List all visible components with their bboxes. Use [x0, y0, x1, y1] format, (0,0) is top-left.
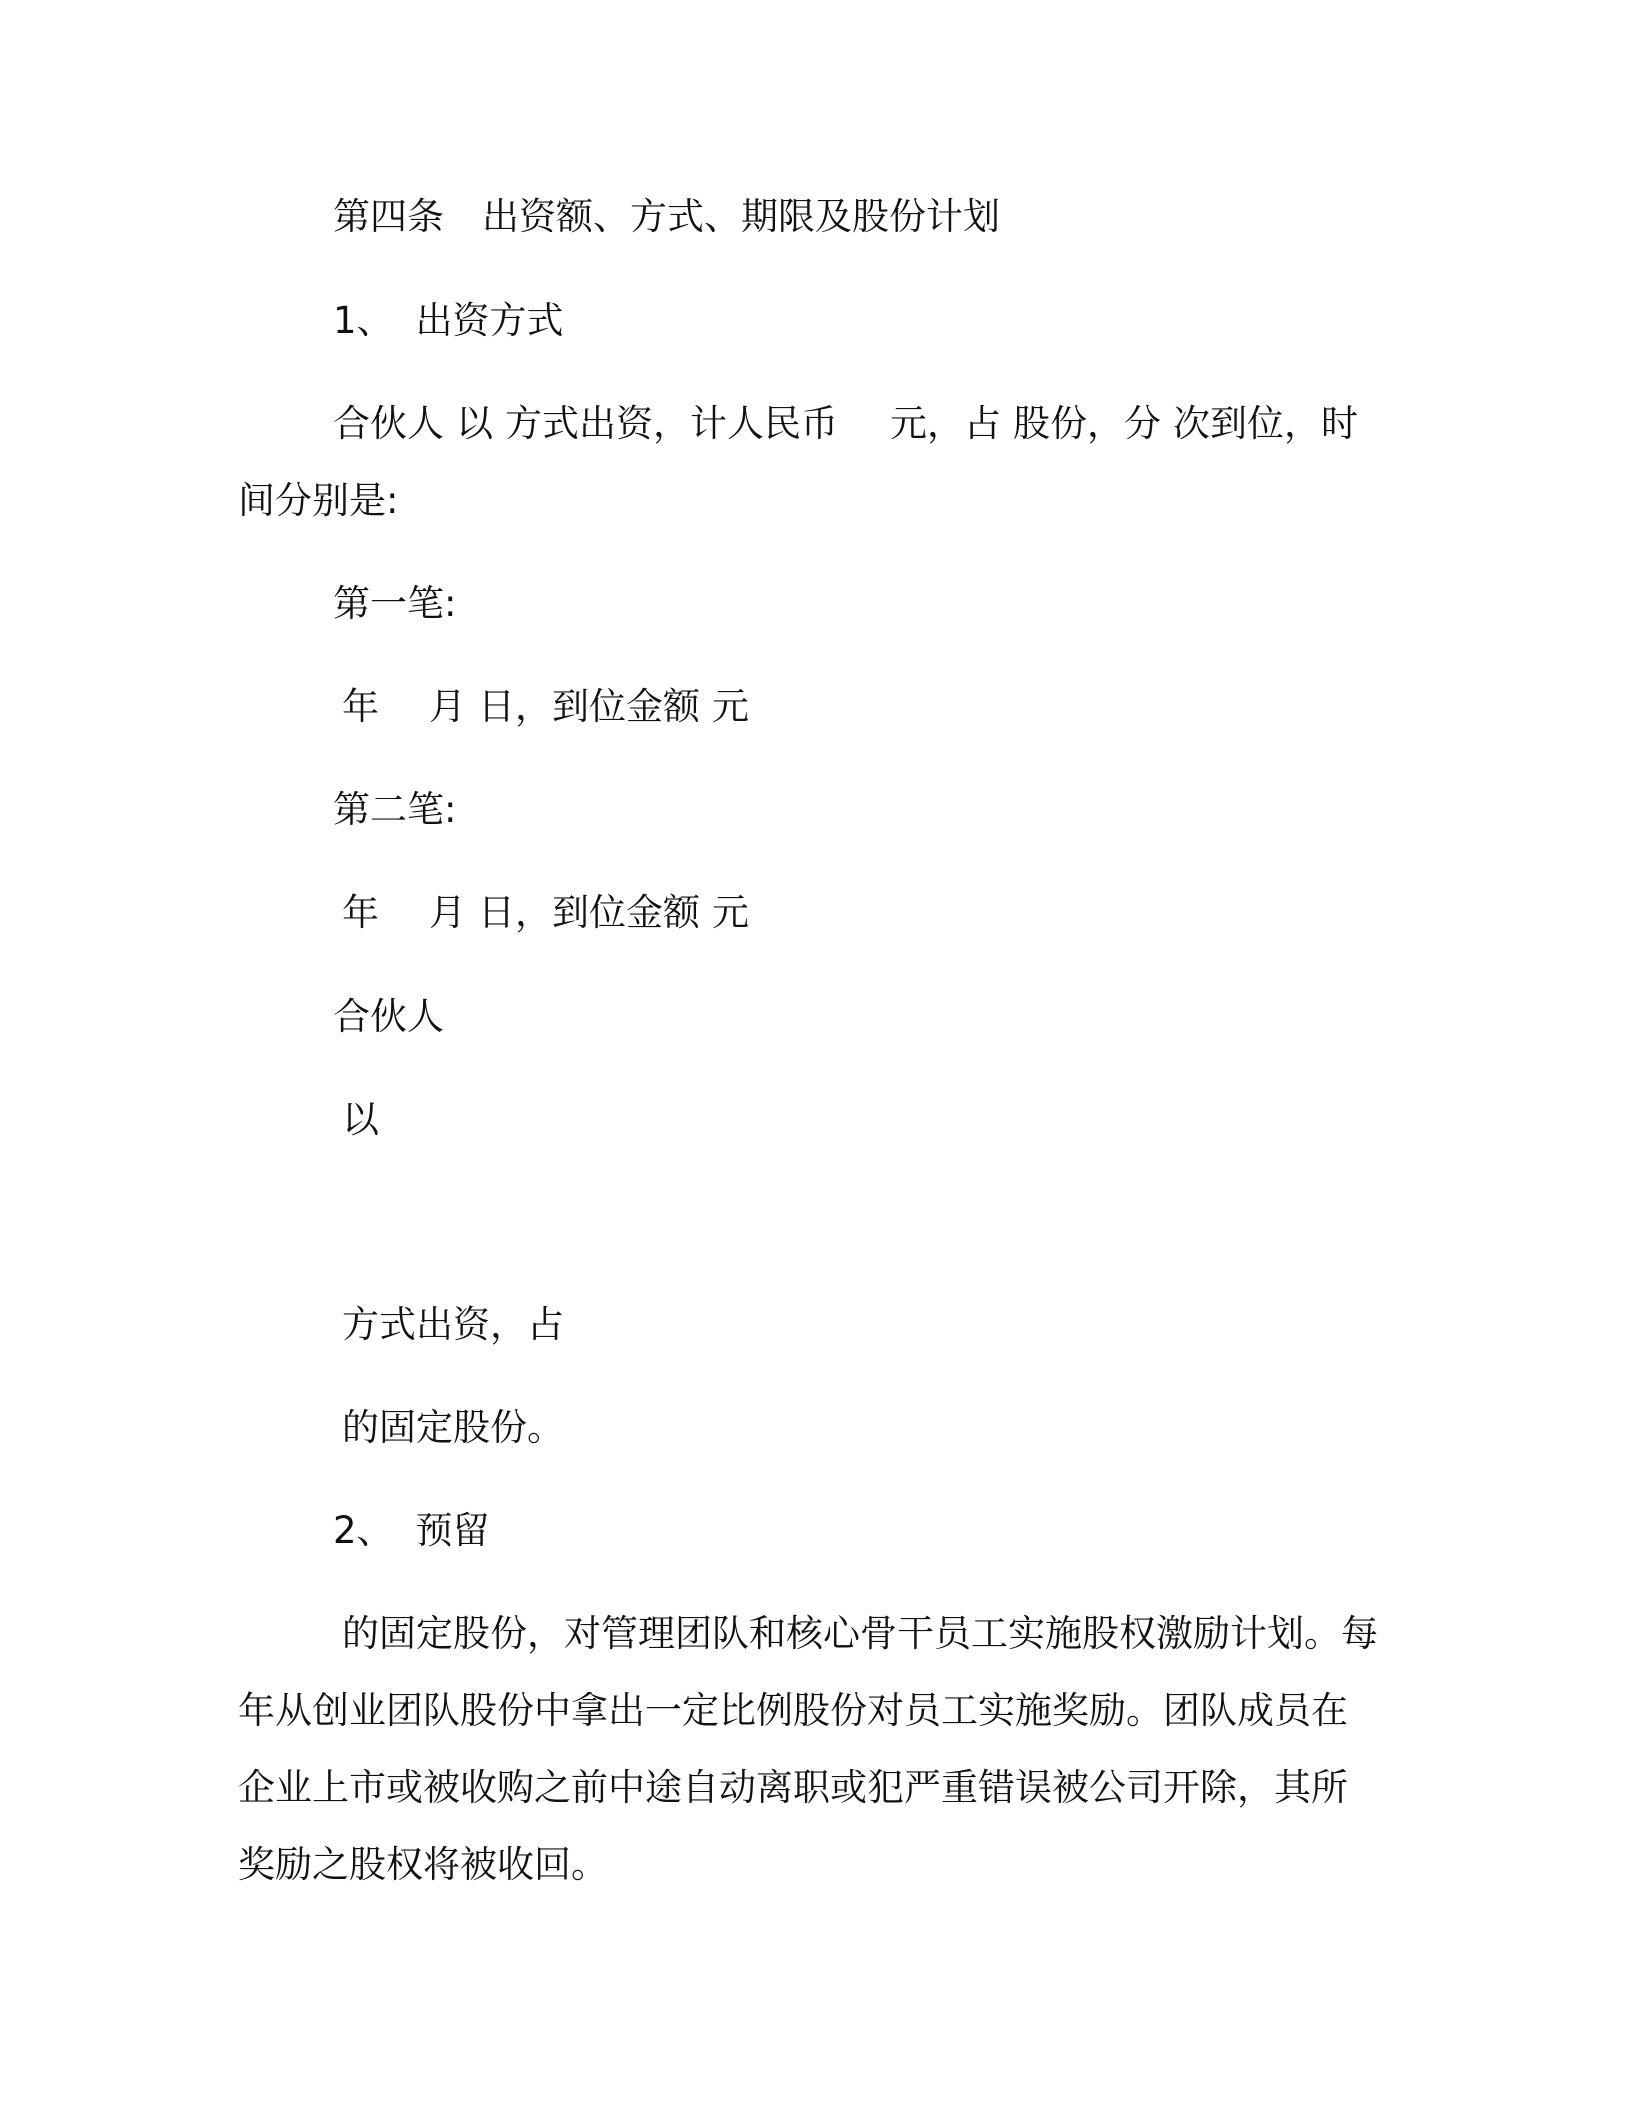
installment-1-unit: 元 — [712, 685, 749, 728]
section-2-title: 预留 — [415, 1509, 490, 1552]
contribution-times: 次到位，时 — [1173, 402, 1358, 445]
installment-1-year: 年 — [342, 685, 379, 728]
installment-1-day-amount: 日，到位金额 — [478, 685, 700, 728]
contribution-method-amount: 方式出资，计人民币 — [505, 402, 838, 445]
section-2-number: 2、 — [333, 1509, 394, 1552]
article-number: 第四条 — [333, 195, 444, 238]
contribution-partner: 合伙人 — [333, 402, 444, 445]
installment-2-label: 第二笔: — [333, 788, 457, 831]
article-heading — [333, 195, 1000, 238]
installment-1-label: 第一笔: — [333, 582, 457, 625]
contribution-paragraph-line-1 — [333, 402, 1358, 445]
contribution-paragraph-line-2: 间分别是: — [238, 479, 399, 522]
partner-method: 方式出资，占 — [342, 1303, 564, 1346]
installment-2-unit: 元 — [712, 891, 749, 934]
installment-2-year: 年 — [342, 891, 379, 934]
section-1-title: 出资方式 — [415, 299, 564, 342]
partner-fixed-shares: 的固定股份。 — [342, 1406, 564, 1449]
contribution-installments: 股份，分 — [1013, 402, 1161, 445]
section-1-number: 1、 — [333, 299, 394, 342]
article-title: 出资额、方式、期限及股份计划 — [482, 195, 1000, 238]
contribution-yuan-share: 元，占 — [890, 402, 1001, 445]
installment-1-month: 月 — [429, 685, 466, 728]
reserved-paragraph-line-2: 年从创业团队股份中拿出一定比例股份对员工实施奖励。团队成员在 — [238, 1689, 1348, 1732]
section-2-heading — [333, 1509, 490, 1552]
partner-by: 以 — [342, 1098, 379, 1141]
contribution-by: 以 — [456, 402, 493, 445]
reserved-paragraph-line-3: 企业上市或被收购之前中途自动离职或犯严重错误被公司开除，其所 — [238, 1766, 1348, 1809]
installment-2-day-amount: 日，到位金额 — [478, 891, 700, 934]
partner-label: 合伙人 — [333, 995, 444, 1038]
installment-2-date-amount — [342, 891, 749, 934]
installment-1-date-amount — [342, 685, 749, 728]
section-1-heading — [333, 299, 564, 342]
reserved-paragraph-line-4: 奖励之股权将被收回。 — [238, 1843, 608, 1886]
installment-2-month: 月 — [429, 891, 466, 934]
reserved-paragraph-line-1: 的固定股份，对管理团队和核心骨干员工实施股权激励计划。每 — [342, 1612, 1378, 1655]
